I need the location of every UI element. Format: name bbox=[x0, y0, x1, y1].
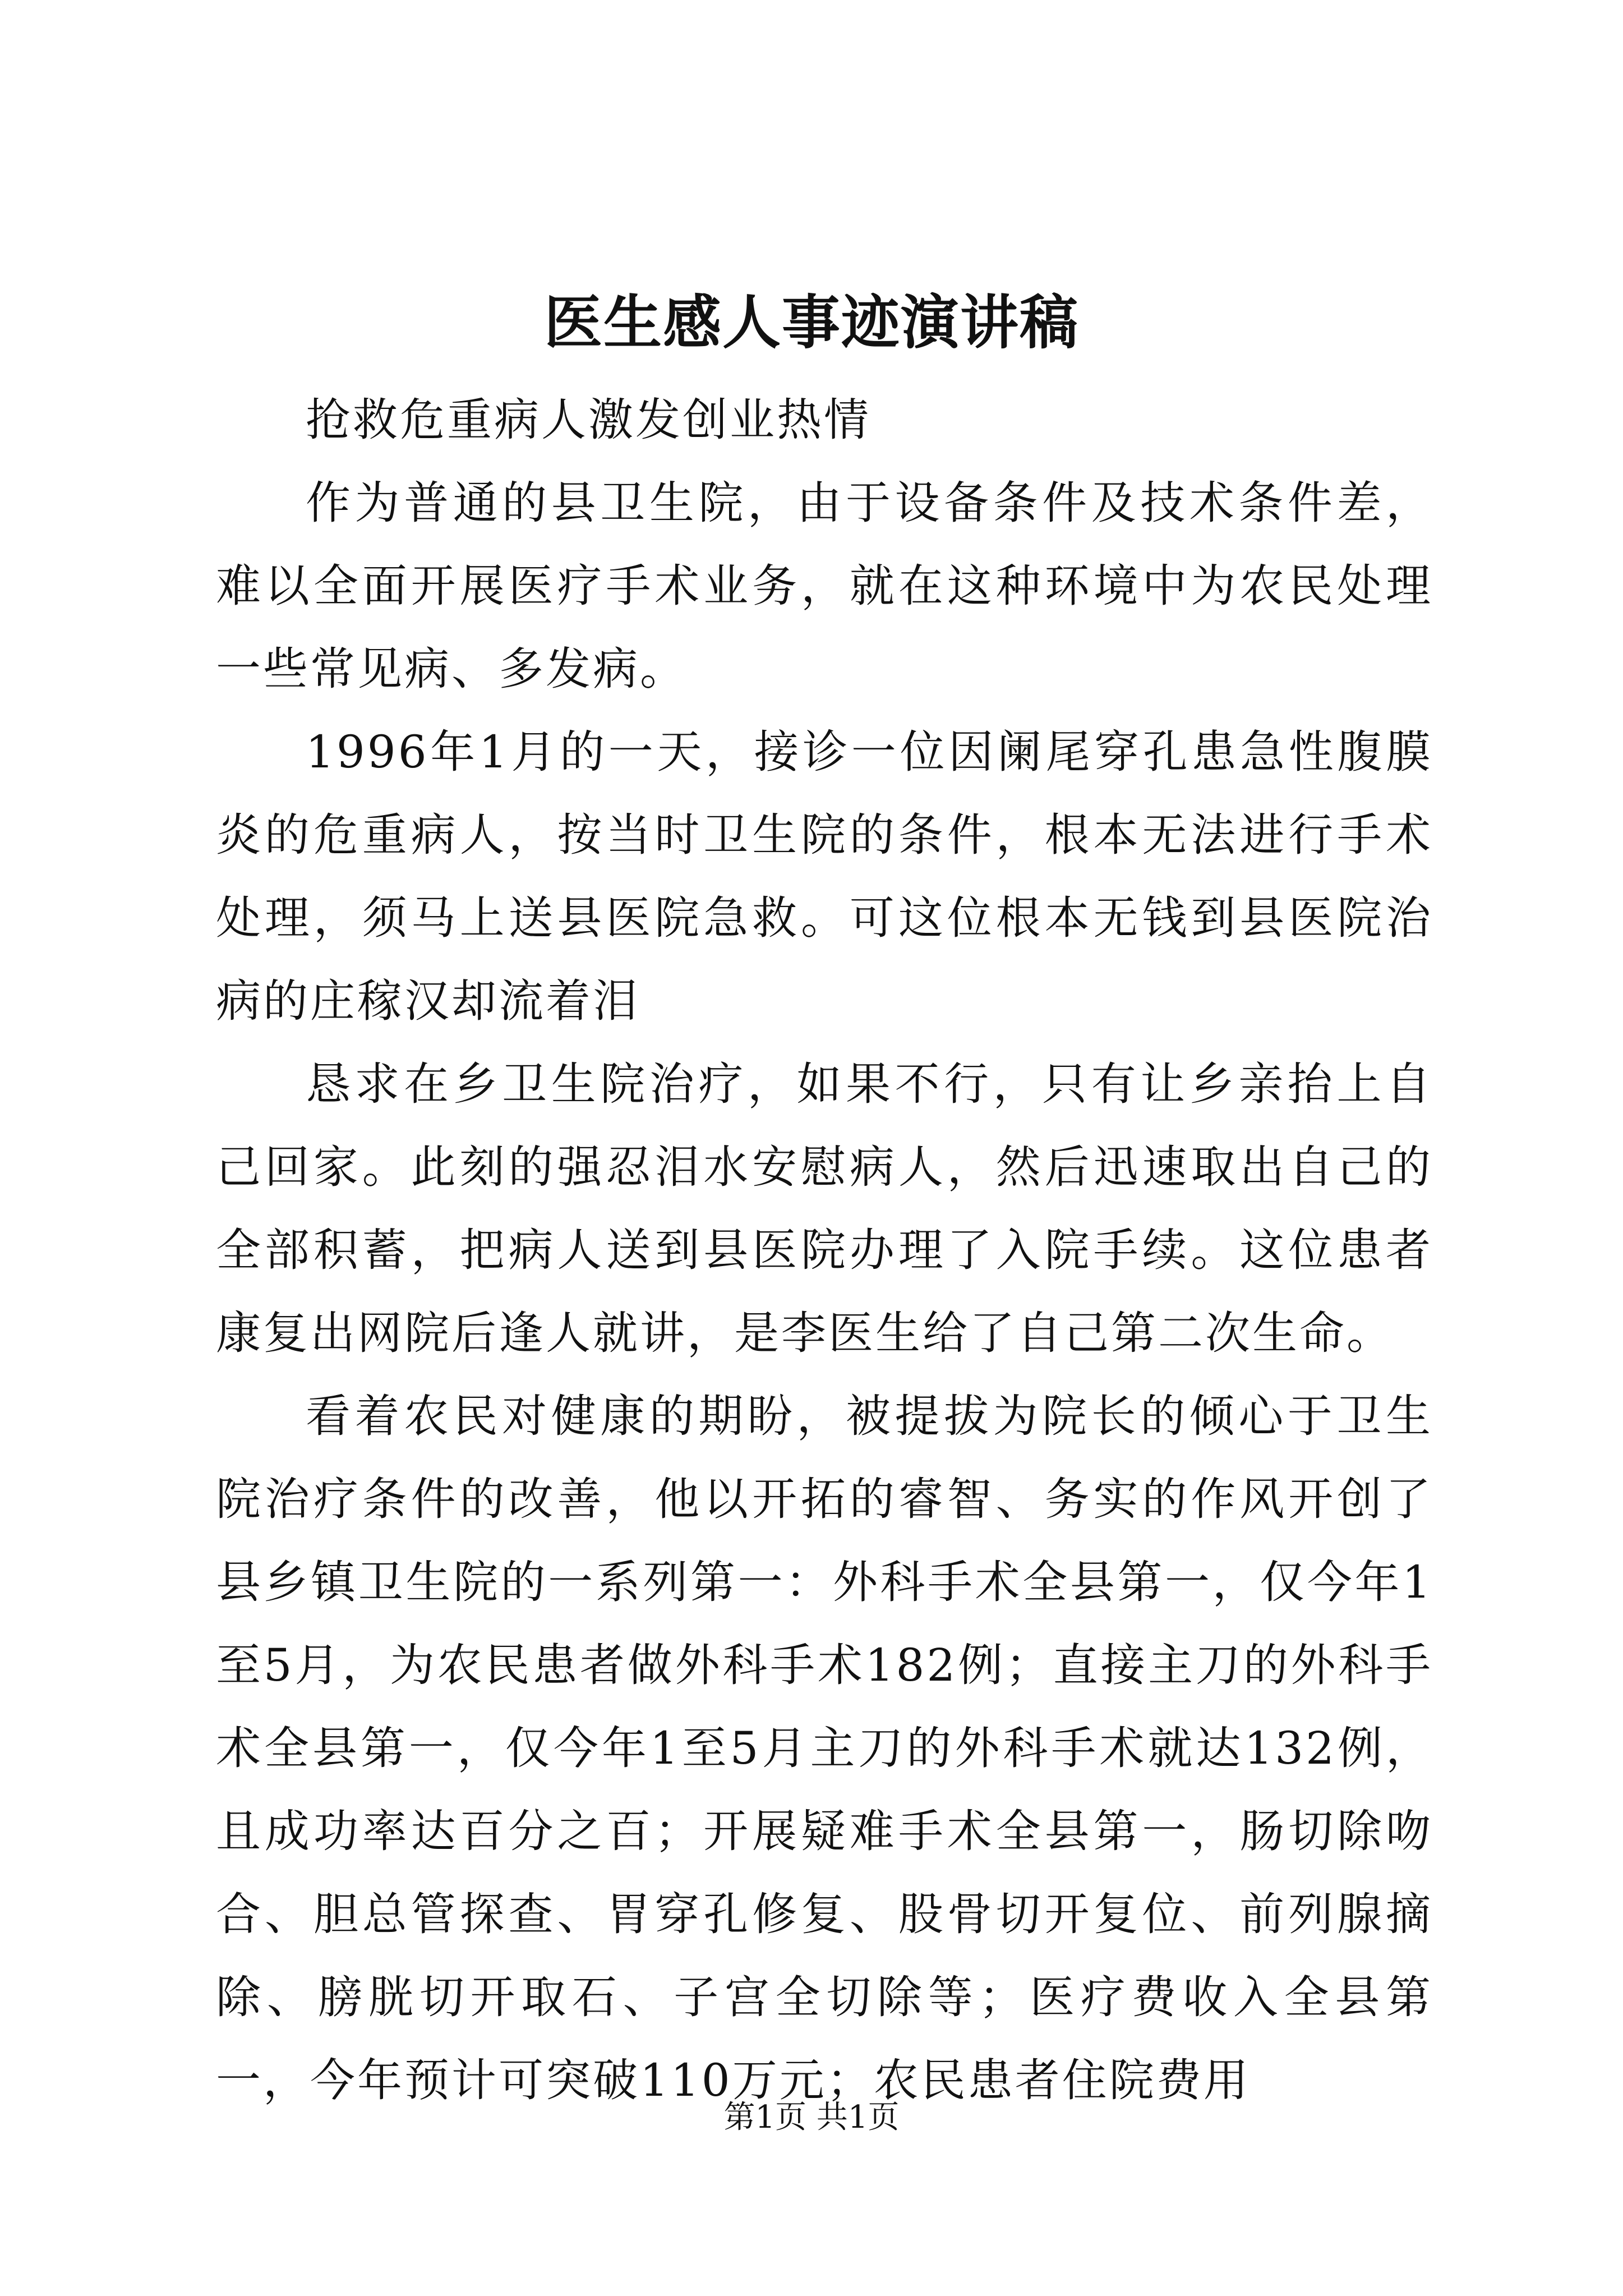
section-heading: 抢救危重病人激发创业热情 bbox=[306, 394, 871, 446]
paragraph: 1996年1月的一天，接诊一位因阑尾穿孔患急性腹膜炎的危重病人，按当时卫生院的条件，根本无法进行手术处理，须马上送县医院急救。可这位根本无钱到县医院治病的庄稼汉却流着泪 bbox=[216, 726, 1433, 1027]
document-body bbox=[216, 379, 1433, 2122]
page-number-footer: 第1页 共1页 bbox=[723, 2099, 900, 2136]
paragraph: 看着农民对健康的期盼，被提拔为院长的倾心于卫生院治疗条件的改善，他以开拓的睿智、务实的作风开创了县乡镇卫生院的一系列第一：外科手术全县第一，仅今年1至5月，为农民患者做外科手术182例；直接主刀的外科手术全县第一，仅今年1至5月主刀的外科手术就达132例，且成功率达百分之百；开展疑难手术全县第一，肠切除吻合、胆总管探查、胃穿孔修复、股骨切开复位、前列腺摘除、膀胱切开取石、子宫全切除等；医疗费收入全县第一，今年预计可突破110万元；农民患者住院费用 bbox=[216, 1390, 1433, 2106]
document-title: 医生感人事迹演讲稿 bbox=[543, 288, 1079, 357]
paragraph: 作为普通的县卫生院，由于设备条件及技术条件差，难以全面开展医疗手术业务，就在这种环境中为农民处理一些常见病、多发病。 bbox=[216, 477, 1433, 695]
paragraph: 恳求在乡卫生院治疗，如果不行，只有让乡亲抬上自己回家。此刻的强忍泪水安慰病人，然后迅速取出自己的全部积蓄，把病人送到县医院办理了入院手续。这位患者康复出网院后逢人就讲，是李医生给了自己第二次生命。 bbox=[216, 1058, 1433, 1359]
